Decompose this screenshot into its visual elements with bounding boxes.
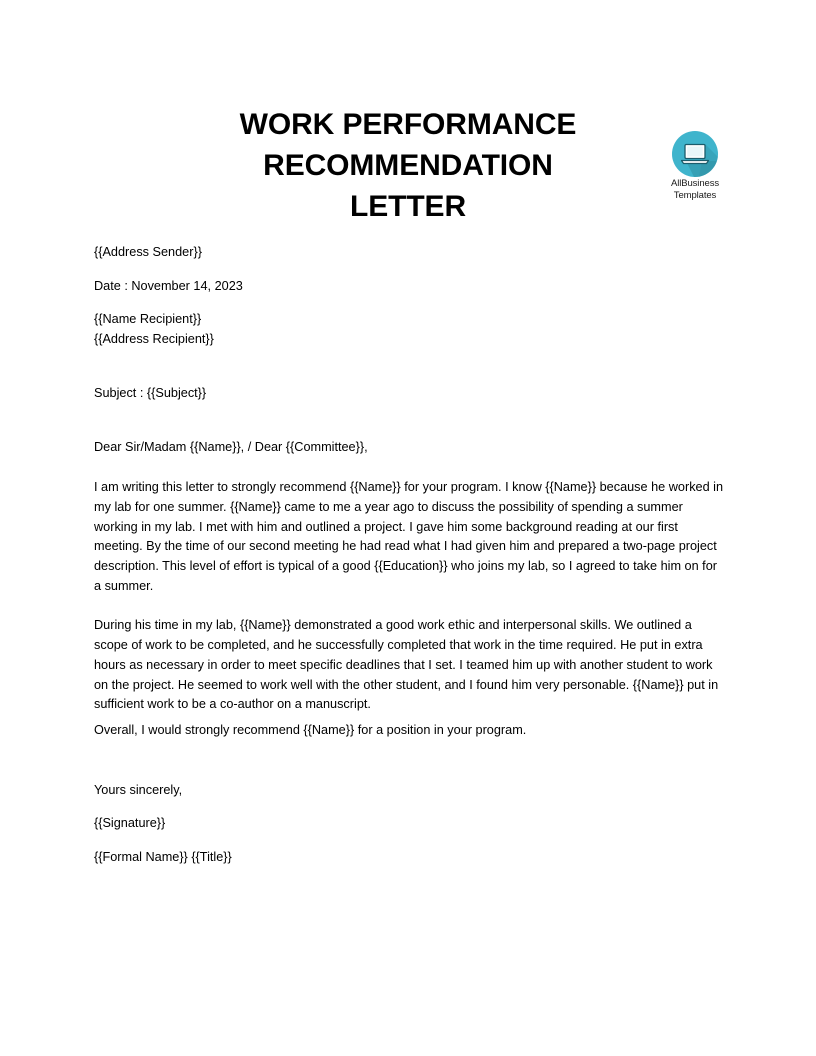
- signature-placeholder: {{Signature}}: [94, 816, 166, 831]
- spacer: [94, 263, 724, 277]
- letter-body: [94, 243, 724, 868]
- spacer: [94, 596, 724, 616]
- recipient-address: {{Address Recipient}}: [94, 332, 214, 347]
- spacer: [94, 404, 724, 438]
- title-block: [94, 104, 722, 227]
- subject-line: Subject : {{Subject}}: [94, 385, 207, 400]
- laptop-icon: [681, 143, 709, 165]
- body-paragraph-2: During his time in my lab, {{Name}} demonstrated a good work ethic and interpersonal skills. We outlined a scope of work to be completed, and he successfully completed that work in the time required. He put in extra hours as necessary in order to meet specific deadlines that I set. I teamed him up with another student to work on the project. He seemed to work well with the other student, and I found him very personable. {{Name}} put in sufficient work to be a co-author on a manuscript.: [94, 618, 719, 712]
- page-title-line-2: LETTER: [349, 190, 467, 223]
- logo-brand-line-2: Templates: [673, 190, 717, 201]
- salutation: Dear Sir/Madam {{Name}}, / Dear {{Committee}},: [94, 439, 368, 454]
- brand-logo: [655, 131, 735, 201]
- body-paragraph-1: I am writing this letter to strongly recommend {{Name}} for your program. I know {{Name}} because he worked in my lab for one summer. {{Name}} came to me a year ago to discuss the possibility of spending a summer working in my lab. I met with him and outlined a project. I gave him some background reading at our first meeting. By the time of our second meeting he had read what I had given him and prepared a two-page project description. This level of effort is typical of a good {{Education}} who joins my lab, so I agreed to take him on for a summer.: [94, 480, 724, 593]
- logo-brand-line-1: AllBusiness: [670, 178, 719, 189]
- body-paragraph-3: Overall, I would strongly recommend {{Name}} for a position in your program.: [94, 722, 527, 737]
- spacer: [94, 800, 724, 814]
- sender-address: {{Address Sender}}: [94, 245, 202, 259]
- page-title-line-1: WORK PERFORMANCE RECOMMENDATION: [239, 108, 577, 182]
- letter-date: Date : November 14, 2023: [94, 278, 243, 293]
- spacer: [94, 834, 724, 848]
- logo-mark: [672, 131, 718, 177]
- closing-line: Yours sincerely,: [94, 782, 183, 797]
- spacer: [94, 296, 724, 310]
- formal-name-title: {{Formal Name}} {{Title}}: [94, 850, 232, 865]
- recipient-name: {{Name Recipient}}: [94, 312, 202, 327]
- spacer: [94, 457, 724, 478]
- spacer: [94, 350, 724, 384]
- spacer: [94, 741, 724, 781]
